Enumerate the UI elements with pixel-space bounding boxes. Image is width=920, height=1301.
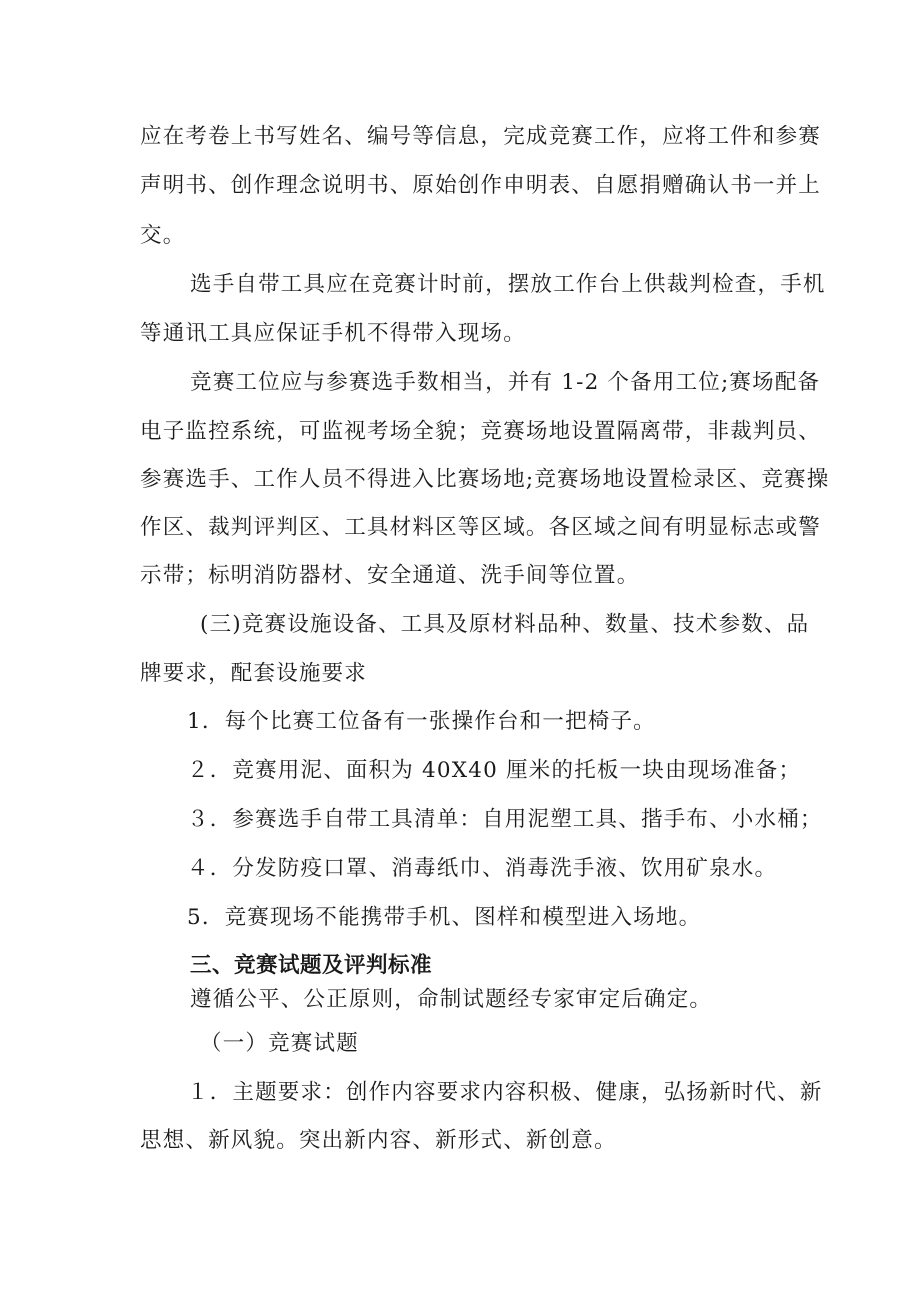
paragraph-line: 电子监控系统，可监视考场全貌；竞赛场地设置隔离带，非裁判员、 [140,419,822,444]
list-item: ４．分发防疫口罩、消毒纸巾、消毒洗手液、饮用矿泉水。 [187,856,778,881]
paragraph-line: １．主题要求：创作内容要求内容积极、健康，弘扬新时代、新 [187,1080,823,1105]
paragraph-line: 思想、新风貌。突出新内容、新形式、新创意。 [140,1128,617,1153]
section-title-line: (三)竞赛设施设备、工具及原材料品种、数量、技术参数、品 [200,612,810,637]
paragraph-line: 选手自带工具应在竞赛计时前，摆放工作台上供裁判检查，手机 [190,272,826,297]
paragraph-line: 竞赛工位应与参赛选手数相当，并有 1-2 个备用工位;赛场配备 [190,370,821,395]
list-item: 1．每个比赛工位备有一张操作台和一把椅子。 [187,709,656,734]
subheading: （一）竞赛试题 [200,1031,359,1056]
list-item: ３．参赛选手自带工具清单：自用泥塑工具、揩手布、小水桶； [187,807,823,832]
section-title-line: 牌要求，配套设施要求 [140,661,368,686]
paragraph-line: 等通讯工具应保证手机不得带入现场。 [140,321,526,346]
paragraph-line: 作区、裁判评判区、工具材料区等区域。各区域之间有明显标志或警 [140,515,822,540]
paragraph-line: 遵循公平、公正原则，命制试题经专家审定后确定。 [190,987,713,1012]
list-item: 5．竞赛现场不能携带手机、图样和模型进入场地。 [187,905,702,930]
paragraph-line: 声明书、创作理念说明书、原始创作申明表、自愿捐赠确认书一并上 [140,173,822,198]
list-item: ２．竞赛用泥、面积为 40X40 厘米的托板一块由现场准备； [187,758,802,783]
paragraph-line: 参赛选手、工作人员不得进入比赛场地;竞赛场地设置检录区、竞赛操 [140,467,830,492]
paragraph-line: 交。 [140,223,186,248]
section-heading: 三、竞赛试题及评判标准 [190,953,433,978]
paragraph-line: 应在考卷上书写姓名、编号等信息，完成竞赛工作，应将工件和参赛 [140,124,822,149]
paragraph-line: 示带；标明消防器材、安全通道、洗手间等位置。 [140,563,640,588]
